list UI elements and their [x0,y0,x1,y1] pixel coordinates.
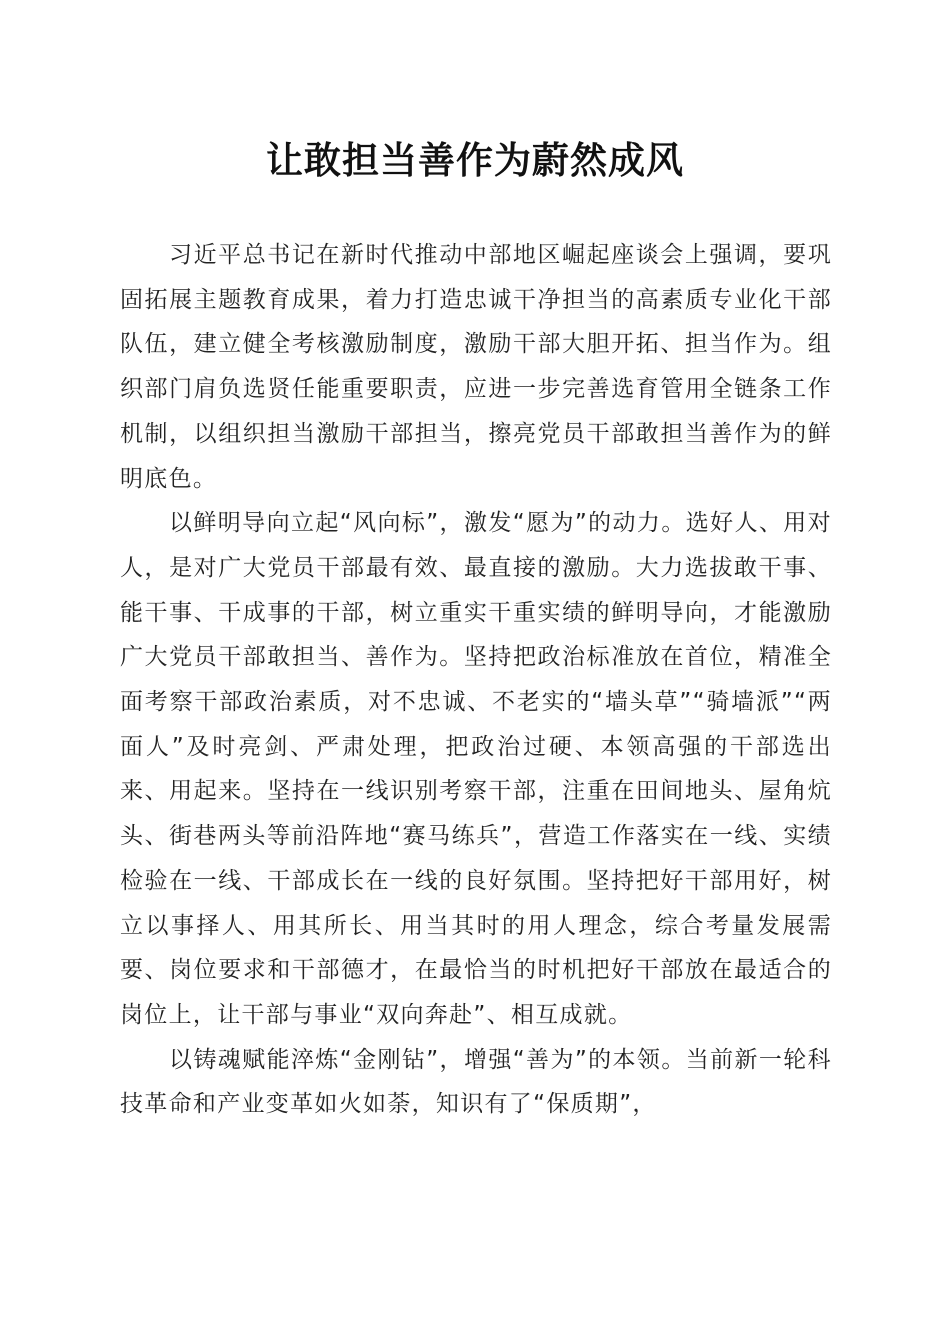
paragraph-2: 以鲜明导向立起“风向标”，激发“愿为”的动力。选好人、用对人，是对广大党员干部最有效、最直接的激励。大力选拔敢干事、能干事、干成事的干部，树立重实干重实绩的鲜明导向，才能激励广大党员干部敢担当、善作为。坚持把政治标准放在首位，精准全面考察干部政治素质，对不忠诚、不老实的“墙头草”“骑墙派”“两面人”及时亮剑、严肃处理，把政治过硬、本领高强的干部选出来、用起来。坚持在一线识别考察干部，注重在田间地头、屋角炕头、街巷两头等前沿阵地“赛马练兵”，营造工作落实在一线、实绩检验在一线、干部成长在一线的良好氛围。坚持把好干部用好，树立以事择人、用其所长、用当其时的用人理念，综合考量发展需要、岗位要求和干部德才，在最恰当的时机把好干部放在最适合的岗位上，让干部与事业“双向奔赴”、相互成就。 [120,510,832,1028]
document-title: 让敢担当善作为蔚然成风 [266,138,684,182]
paragraph-1: 习近平总书记在新时代推动中部地区崛起座谈会上强调，要巩固拓展主题教育成果，着力打造忠诚干净担当的高素质专业化干部队伍，建立健全考核激励制度，激励干部大胆开拓、担当作为。组织部门肩负选贤任能重要职责，应进一步完善选育管用全链条工作机制，以组织担当激励干部担当，擦亮党员干部敢担当善作为的鲜明底色。 [120,242,832,492]
paragraph-3: 以铸魂赋能淬炼“金刚钻”，增强“善为”的本领。当前新一轮科技革命和产业变革如火如荼，知识有了“保质期”， [120,1046,832,1118]
document-body [120,233,832,1127]
